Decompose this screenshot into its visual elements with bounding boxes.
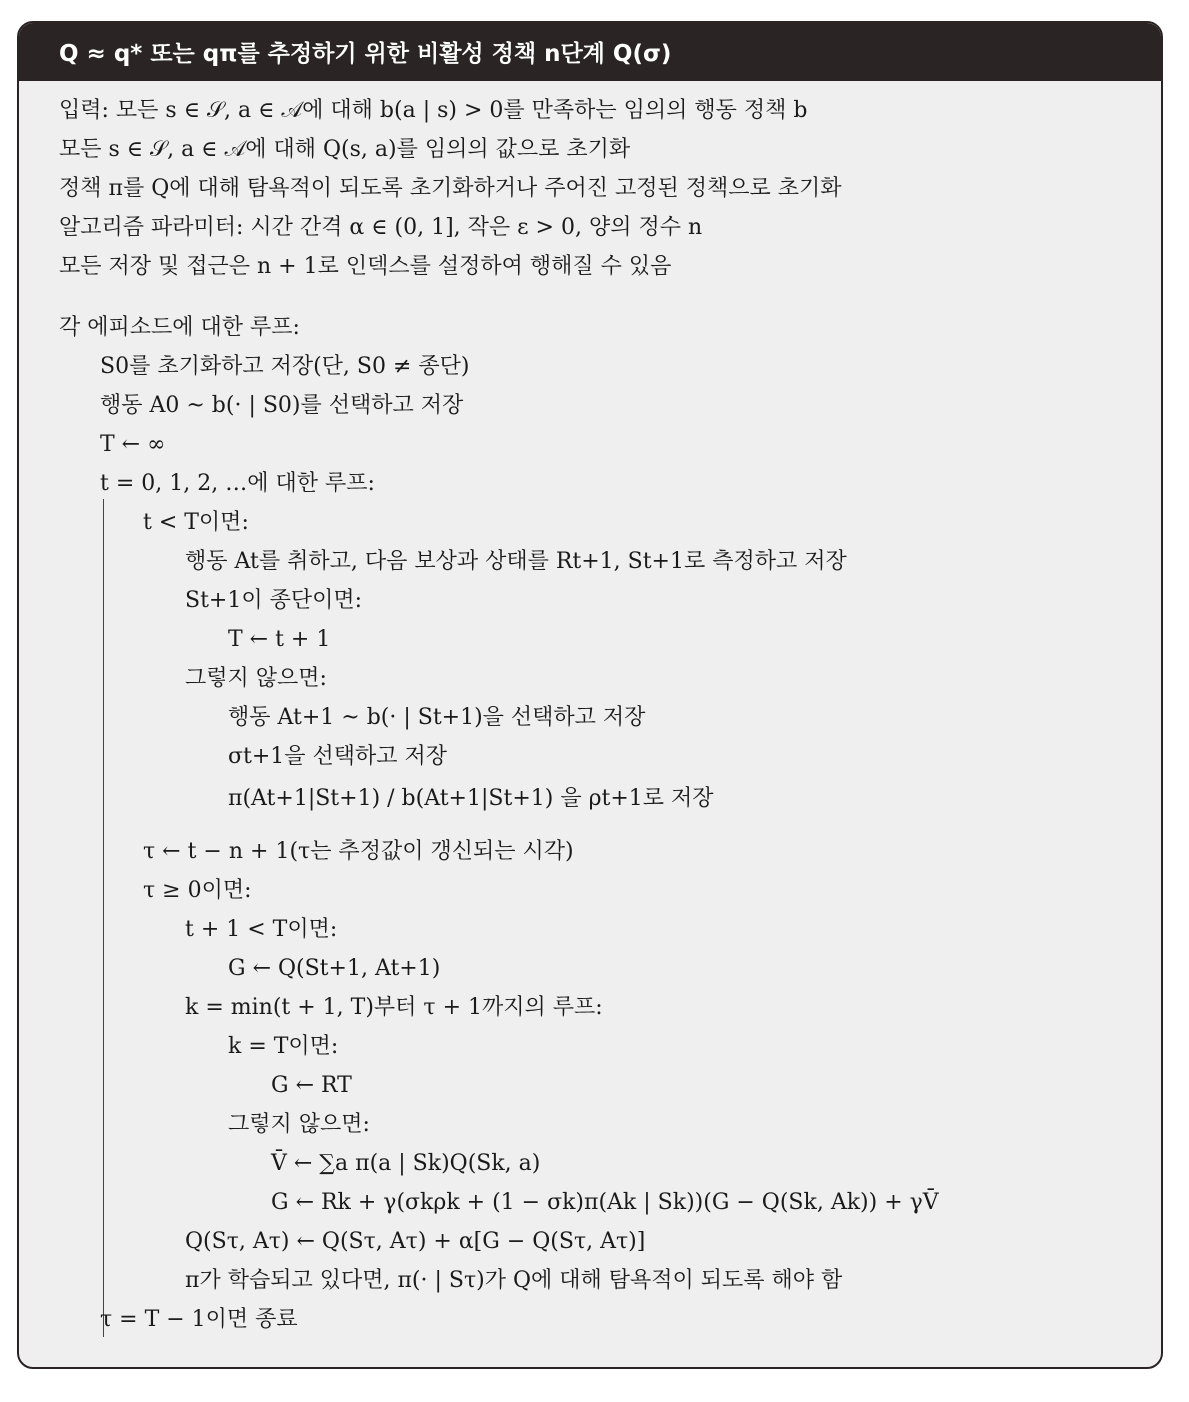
select-next-action-line: 행동 At+1 ~ b(· | St+1)을 선택하고 저장 — [228, 705, 646, 730]
k-loop-line: k = min(t + 1, T)부터 τ + 1까지의 루프: — [185, 995, 603, 1020]
episode-loop-line: 각 에피소드에 대한 루프: — [59, 315, 300, 340]
g-rt-line: G ← RT — [271, 1073, 352, 1098]
termination-line: τ = T − 1이면 종료 — [100, 1307, 298, 1332]
params-line: 알고리즘 파라미터: 시간 간격 α ∈ (0, 1], 작은 ε > 0, 양의 정수 n — [59, 215, 703, 240]
algorithm-title: Q ≈ q* 또는 qπ를 추정하기 위한 비활성 정책 n단계 Q(σ) — [59, 41, 672, 67]
init-q-line: 모든 s ∈ 𝒮, a ∈ 𝒜에 대해 Q(s, a)를 임의의 값으로 초기화 — [59, 137, 631, 162]
loop-bar — [103, 499, 104, 1337]
if-k-line: k = T이면: — [228, 1034, 339, 1059]
algorithm-header — [19, 23, 1161, 81]
storage-line: 모든 저장 및 접근은 n + 1로 인덱스를 설정하여 행해질 수 있음 — [59, 254, 672, 279]
v-bar-line: V̄ ← ∑a π(a | Sk)Q(Sk, a) — [271, 1151, 541, 1176]
input-line: 입력: 모든 s ∈ 𝒮, a ∈ 𝒜에 대해 b(a | s) > 0를 만족하는 임의의 행동 정책 b — [59, 98, 808, 123]
policy-greedy-line: π가 학습되고 있다면, π(· | Sτ)가 Q에 대해 탐욕적이 되도록 해야 함 — [185, 1268, 843, 1293]
t-infinity-line: T ← ∞ — [100, 432, 166, 457]
store-rho-line: π(At+1|St+1) / b(At+1|St+1) 을 ρt+1로 저장 — [228, 786, 714, 811]
if-t1-less-line: t + 1 < T이면: — [185, 917, 338, 942]
t-loop-line: t = 0, 1, 2, …에 대한 루프: — [100, 471, 375, 496]
if-terminal-line: St+1이 종단이면: — [185, 588, 363, 613]
t-update-line: T ← t + 1 — [228, 627, 331, 652]
if-t-less-line: t < T이면: — [143, 510, 249, 535]
select-a0-line: 행동 A0 ~ b(· | S0)를 선택하고 저장 — [100, 393, 464, 418]
g-init-line: G ← Q(St+1, At+1) — [228, 956, 441, 981]
g-update-line: G ← Rk + γ(σkρk + (1 − σk)π(Ak | Sk))(G − Q(Sk, Ak)) + γV̄ — [271, 1190, 939, 1215]
take-action-line: 행동 At를 취하고, 다음 보상과 상태를 Rt+1, St+1로 측정하고 저장 — [185, 549, 847, 574]
q-update-line: Q(Sτ, Aτ) ← Q(Sτ, Aτ) + α[G − Q(Sτ, Aτ)] — [185, 1229, 646, 1254]
else-line-1: 그렇지 않으면: — [185, 666, 327, 691]
algorithm-box — [17, 21, 1163, 1369]
if-tau-line: τ ≥ 0이면: — [143, 878, 252, 903]
else-line-2: 그렇지 않으면: — [228, 1112, 370, 1137]
init-s0-line: S0를 초기화하고 저장(단, S0 ≠ 종단) — [100, 354, 470, 379]
tau-update-line: τ ← t − n + 1(τ는 추정값이 갱신되는 시각) — [143, 839, 574, 864]
init-policy-line: 정책 π를 Q에 대해 탐욕적이 되도록 초기화하거나 주어진 고정된 정책으로 초기화 — [59, 176, 842, 201]
select-sigma-line: σt+1을 선택하고 저장 — [228, 744, 448, 769]
